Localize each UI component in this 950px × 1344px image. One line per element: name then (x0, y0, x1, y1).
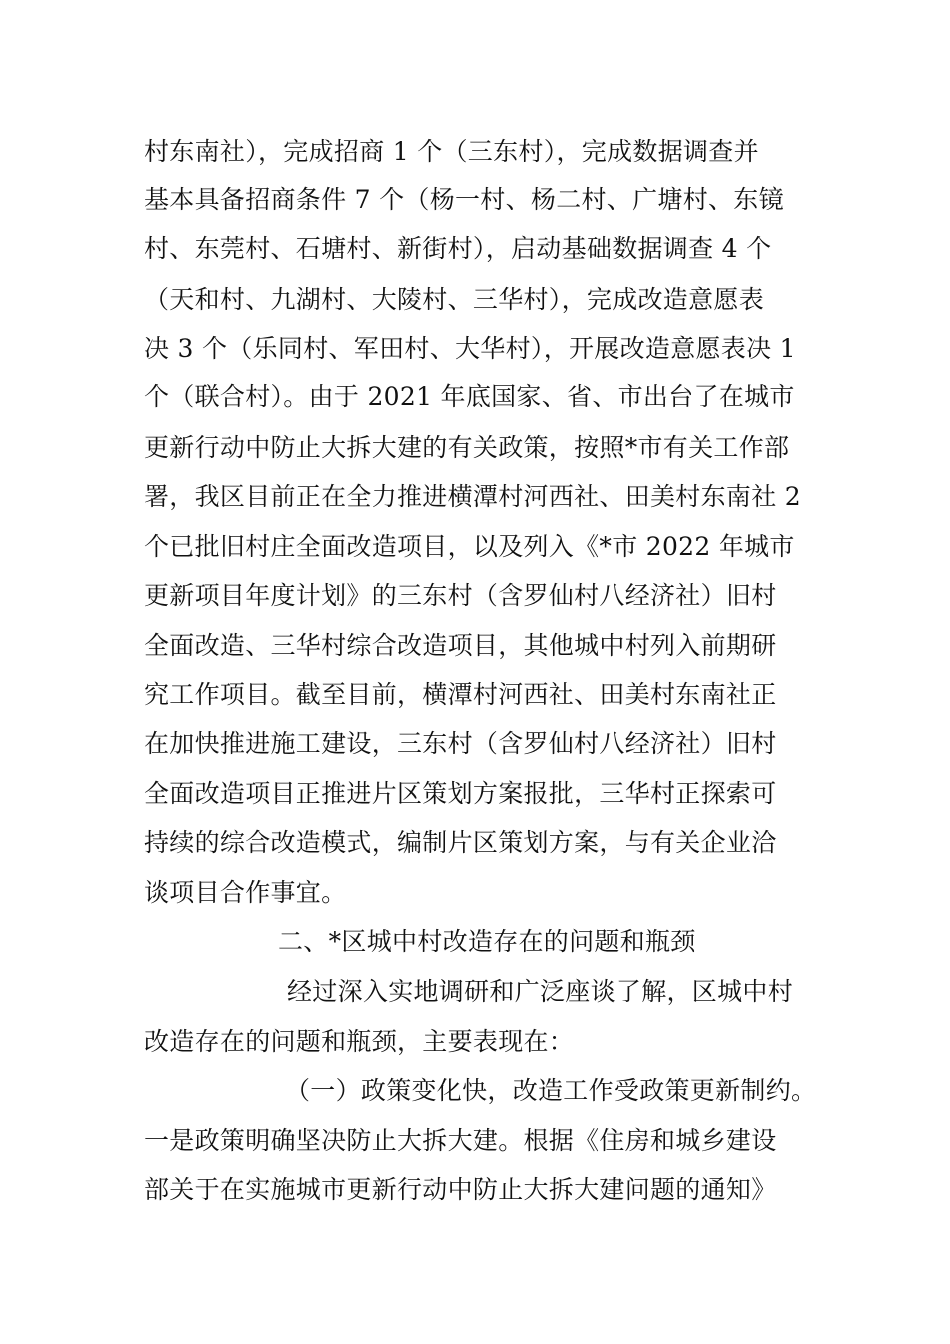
paragraph-line: 个（联合村）。由于 2021 年底国家、省、市出台了在城市 (144, 382, 795, 411)
paragraph-line: （天和村、九湖村、大陵村、三华村），完成改造意愿表 (144, 285, 765, 314)
paragraph-line: 经过深入实地调研和广泛座谈了解，区城中村 (287, 977, 794, 1006)
paragraph-line: 部关于在实施城市更新行动中防止大拆大建问题的通知》 (144, 1175, 777, 1204)
paragraph-line: 更新行动中防止大拆大建的有关政策，按照*市有关工作部 (144, 433, 790, 462)
section-heading: 二、*区城中村改造存在的问题和瓶颈 (278, 927, 696, 956)
subsection-heading: （一）政策变化快，改造工作受政策更新制约。 (285, 1076, 817, 1105)
paragraph-line: 更新项目年度计划》的三东村（含罗仙村八经济社）旧村 (144, 581, 777, 610)
paragraph-line: 全面改造项目正推进片区策划方案报批，三华村正探索可 (144, 779, 777, 808)
paragraph-line: 村、东莞村、石塘村、新街村），启动基础数据调查 4 个 (144, 234, 772, 263)
paragraph-line: 一是政策明确坚决防止大拆大建。根据《住房和城乡建设 (144, 1126, 777, 1155)
paragraph-line: 个已批旧村庄全面改造项目，以及列入《*市 2022 年城市 (144, 532, 795, 561)
paragraph-line: 改造存在的问题和瓶颈，主要表现在： (144, 1027, 575, 1056)
paragraph-line: 全面改造、三华村综合改造项目，其他城中村列入前期研 (144, 631, 777, 660)
paragraph-line: 村东南社），完成招商 1 个（三东村），完成数据调查并 (144, 137, 759, 166)
paragraph-line: 究工作项目。截至目前，横潭村河西社、田美村东南社正 (144, 680, 777, 709)
paragraph-line: 决 3 个（乐同村、军田村、大华村），开展改造意愿表决 1 (144, 334, 796, 363)
paragraph-line: 谈项目合作事宜。 (144, 878, 347, 907)
paragraph-line: 持续的综合改造模式，编制片区策划方案，与有关企业洽 (144, 828, 777, 857)
paragraph-line: 署，我区目前正在全力推进横潭村河西社、田美村东南社 2 (144, 482, 801, 511)
paragraph-line: 基本具备招商条件 7 个（杨一村、杨二村、广塘村、东镜 (144, 185, 784, 214)
paragraph-line: 在加快推进施工建设，三东村（含罗仙村八经济社）旧村 (144, 729, 777, 758)
